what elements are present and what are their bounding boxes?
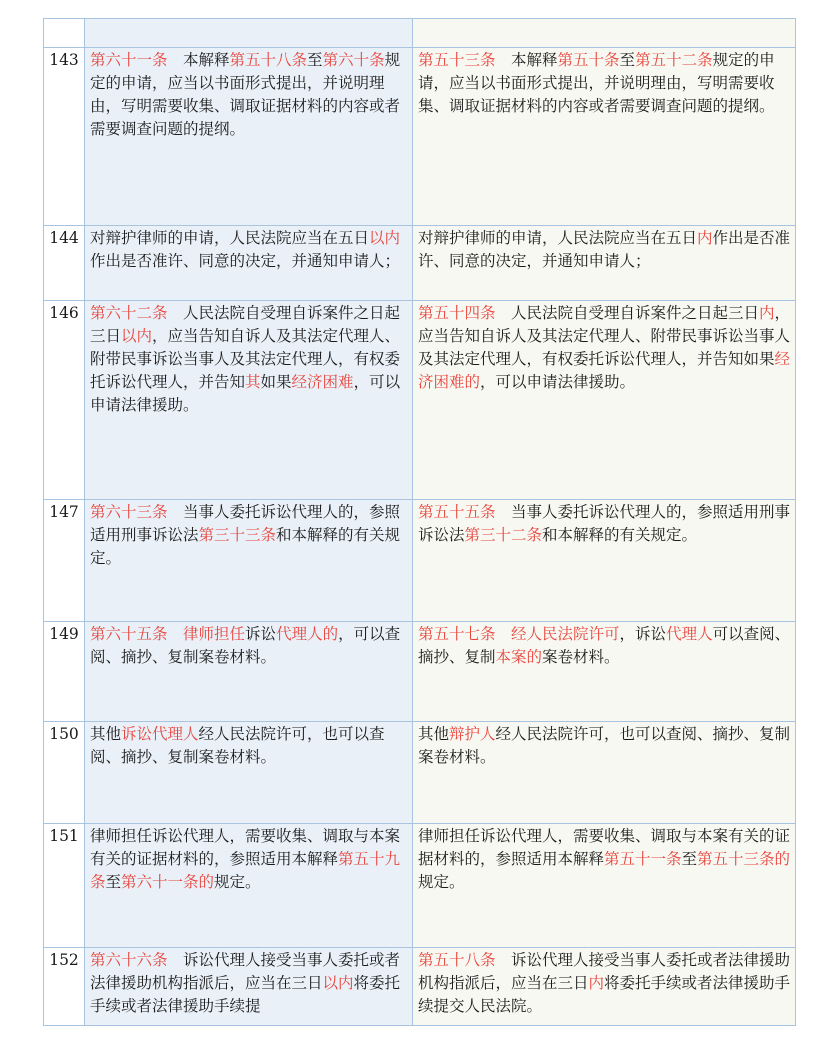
highlighted-text: 第六十五条 — [90, 625, 168, 643]
text-run: 本解释 — [495, 51, 558, 69]
highlighted-text: 辩护人 — [449, 725, 496, 743]
new-text — [85, 722, 413, 824]
highlighted-text: 第五十四条 — [418, 304, 496, 322]
text-run: 和本解释的有关规定。 — [542, 526, 698, 544]
text-run: 律师担任诉讼代理人，需要收集、调取与本案有关的证据材料的，参照适用本解释 — [418, 827, 791, 868]
text-run: 和本解释的有关规定。 — [90, 526, 401, 567]
highlighted-text: 代理人的 — [276, 625, 339, 643]
old-text — [413, 824, 796, 948]
row-number: 150 — [44, 722, 85, 824]
text-run: 规定。 — [214, 873, 261, 891]
row-number-cell — [44, 19, 85, 48]
new-text — [85, 301, 413, 500]
old-text — [413, 226, 796, 301]
highlighted-text: 以内 — [121, 327, 153, 345]
table-row — [44, 948, 796, 1026]
old-text-cell — [413, 19, 796, 48]
text-run: 规定的申请，应当以书面形式提出，并说明理由，写明需要收集、调取证据材料的内容或者需要调查问题的提纲。 — [90, 51, 401, 138]
text-run — [496, 625, 512, 643]
text-run: 案卷材料。 — [542, 648, 620, 666]
highlighted-text: 第六十三条 — [90, 503, 168, 521]
text-run: 本解释 — [167, 51, 230, 69]
table-row — [44, 48, 796, 226]
highlighted-text: 本案的 — [495, 648, 543, 666]
text-run: 作出是否准许、同意的决定，并通知申请人； — [418, 229, 791, 270]
new-text — [85, 948, 413, 1026]
highlighted-text: 以内 — [369, 229, 401, 247]
table-row — [44, 722, 796, 824]
highlighted-text: 代理人 — [666, 625, 713, 643]
table-row — [44, 226, 796, 301]
highlighted-text: 诉讼代理人 — [121, 725, 199, 743]
row-number: 149 — [44, 622, 85, 722]
text-run: 经人民法院许可，也可以查阅、摘抄、复制案卷材料。 — [90, 725, 385, 766]
new-text-cell — [85, 19, 413, 48]
table-row — [44, 824, 796, 948]
text-run: 律师担任诉讼代理人，需要收集、调取与本案有关的证据材料的，参照适用本解释 — [90, 827, 401, 868]
row-number: 147 — [44, 500, 85, 622]
text-run: 当事人委托诉讼代理人的，参照适用刑事诉讼法 — [90, 503, 401, 544]
text-run: 经人民法院许可，也可以查阅、摘抄、复制案卷材料。 — [418, 725, 791, 766]
highlighted-text: 其 — [245, 373, 261, 391]
text-run: 可以查阅、摘抄、复制 — [418, 625, 791, 666]
text-run: 作出是否准许、同意的决定，并通知申请人； — [90, 252, 401, 270]
row-number: 143 — [44, 48, 85, 226]
text-run: 对辩护律师的申请，人民法院应当在五日 — [90, 229, 370, 247]
text-run: 将委托手续或者法律援助手续提交人民法院。 — [418, 974, 791, 1015]
row-number: 152 — [44, 948, 85, 1026]
text-run: ，可以查阅、摘抄、复制案卷材料。 — [90, 625, 401, 666]
text-run: ，可以申请法律援助。 — [90, 373, 401, 414]
text-run: 对辩护律师的申请，人民法院应当在五日 — [418, 229, 698, 247]
highlighted-text: 第五十三条的 — [697, 850, 791, 868]
new-text — [85, 500, 413, 622]
old-text — [413, 622, 796, 722]
table-row — [44, 301, 796, 500]
highlighted-text: 第六十六条 — [90, 951, 168, 969]
highlighted-text: 第五十七条 — [418, 625, 496, 643]
highlighted-text: 第五十三条 — [418, 51, 496, 69]
highlighted-text: 经人民法院许可 — [511, 625, 620, 643]
old-text — [413, 48, 796, 226]
highlighted-text: 第五十八条 — [418, 951, 496, 969]
highlighted-text: 内 — [588, 974, 605, 992]
text-run: 诉讼代理人接受当事人委托或者法律援助机构指派后，应当在三日 — [418, 951, 791, 992]
highlighted-text: 第五十九条 — [90, 850, 401, 891]
highlighted-text: 第五十一条 — [604, 850, 682, 868]
highlighted-text: 经济困难 — [291, 373, 354, 391]
text-run: ，诉讼 — [619, 625, 667, 643]
highlighted-text: 第六十一条的 — [121, 873, 215, 891]
highlighted-text: 律师担任 — [183, 625, 246, 643]
old-text — [413, 722, 796, 824]
text-run: 至 — [307, 51, 323, 69]
highlighted-text: 第五十五条 — [418, 503, 496, 521]
new-text — [85, 824, 413, 948]
old-text — [413, 301, 796, 500]
text-run: 如果 — [260, 373, 292, 391]
highlighted-text: 第五十八条 — [229, 51, 308, 69]
text-run: 至 — [681, 850, 698, 868]
text-run: 规定的申请，应当以书面形式提出，并说明理由，写明需要收集、调取证据材料的内容或者需要调查问题的提纲。 — [418, 51, 775, 115]
text-run: 将委托手续或者法律援助手续提 — [90, 974, 401, 1015]
text-run: 其他 — [90, 725, 122, 743]
text-run: 诉讼代理人接受当事人委托或者法律援助机构指派后，应当在三日 — [90, 951, 401, 992]
new-text — [85, 226, 413, 301]
highlighted-text: 内 — [759, 304, 775, 322]
comparison-table — [43, 18, 796, 1026]
text-run: 规定。 — [418, 873, 465, 891]
row-number: 151 — [44, 824, 85, 948]
highlighted-text: 经济困难的 — [418, 350, 791, 391]
table-row-blank — [44, 19, 796, 48]
table-row — [44, 622, 796, 722]
highlighted-text: 第六十条 — [322, 51, 385, 69]
old-text — [413, 500, 796, 622]
text-run: ，可以申请法律援助。 — [480, 373, 636, 391]
highlighted-text: 内 — [697, 229, 713, 247]
highlighted-text: 第六十一条 — [90, 51, 168, 69]
text-run: 诉讼 — [245, 625, 277, 643]
text-run: 至 — [105, 873, 122, 891]
text-run: 人民法院自受理自诉案件之日起三日 — [495, 304, 760, 322]
highlighted-text: 第三十二条 — [464, 526, 543, 544]
highlighted-text: 第六十二条 — [90, 304, 168, 322]
row-number: 146 — [44, 301, 85, 500]
highlighted-text: 第五十条 — [557, 51, 620, 69]
row-number: 144 — [44, 226, 85, 301]
text-run: ，应当告知自诉人及其法定代理人、附带民事诉讼当事人及其法定代理人，有权委托诉讼代理人，并告知 — [90, 327, 401, 391]
new-text — [85, 48, 413, 226]
text-run: ，应当告知自诉人及其法定代理人、附带民事诉讼当事人及其法定代理人，有权委托诉讼代理人，并告知如果 — [418, 304, 791, 368]
table-row — [44, 500, 796, 622]
text-run: 人民法院自受理自诉案件之日起三日 — [90, 304, 401, 345]
text-run: 至 — [619, 51, 636, 69]
old-text — [413, 948, 796, 1026]
new-text — [85, 622, 413, 722]
highlighted-text: 以内 — [322, 974, 354, 992]
highlighted-text: 第五十二条 — [635, 51, 713, 69]
text-run — [168, 625, 184, 643]
highlighted-text: 第三十三条 — [198, 526, 277, 544]
text-run: 其他 — [418, 725, 450, 743]
text-run: 当事人委托诉讼代理人的，参照适用刑事诉讼法 — [418, 503, 791, 544]
